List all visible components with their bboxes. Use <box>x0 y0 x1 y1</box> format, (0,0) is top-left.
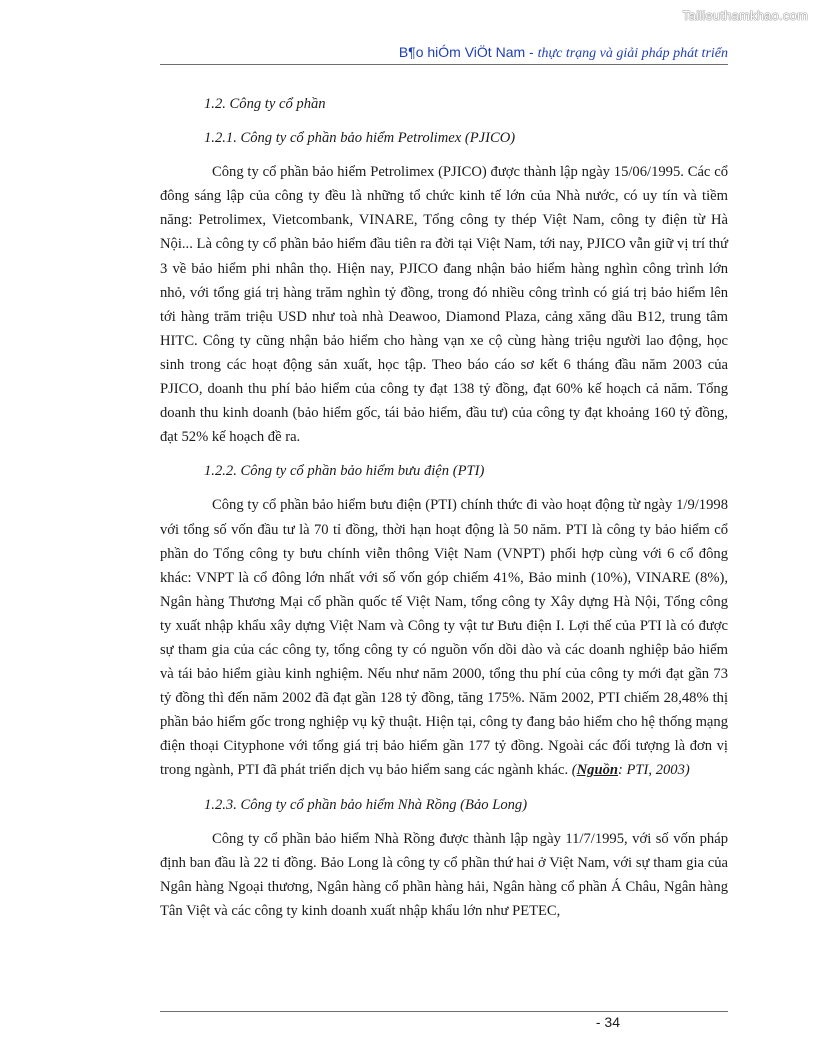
source-label: Nguồn <box>576 762 618 779</box>
page-body <box>160 92 728 933</box>
header-subtitle: thực trạng và giải pháp phát triển <box>537 46 728 61</box>
header-divider <box>160 64 728 65</box>
paragraph-pjico: Công ty cổ phần bảo hiểm Petrolimex (PJICO) được thành lập ngày 15/06/1995. Các cổ đông sáng lập của công ty đều là những tổ chức kinh tế lớn của Nhà nước, có uy tín và tiềm năng: Petrolimex, Vietcombank, VINARE, Tổng công ty thép Việt Nam, công ty điện từ Hà Nội... Là công ty cổ phần bảo hiểm đầu tiên ra đời tại Việt Nam, tới nay, PJICO vẫn giữ vị trí thứ 3 về bảo hiểm phi nhân thọ. Hiện nay, PJICO đang nhận bảo hiểm hàng nghìn công trình lớn nhỏ, với tổng giá trị hàng trăm nghìn tỷ đồng, trong đó nhiều công trình có giá trị bảo hiểm lên tới hàng trăm triệu USD như toà nhà Deawoo, Diamond Plaza, cảng xăng dầu B12, trung tâm HITC. Công ty cũng nhận bảo hiểm cho hàng vạn xe cộ cùng hàng triệu người lao động, học sinh trong các hoạt động sản xuất, học tập. Theo báo cáo sơ kết 6 tháng đầu năm 2003 của PJICO, doanh thu phí bảo hiểm của công ty đạt 138 tỷ đồng, đạt 60% kế hoạch cả năm. Tổng doanh thu kinh doanh (bảo hiểm gốc, tái bảo hiểm, đầu tư) của công ty đạt khoảng 160 tỷ đồng, đạt 52% kế hoạch đề ra. <box>160 164 728 446</box>
section-heading-1-2-1: 1.2.1. Công ty cổ phần bảo hiểm Petrolimex (PJICO) <box>204 130 516 147</box>
section-heading-1-2: 1.2. Công ty cổ phần <box>204 96 326 112</box>
footer-divider <box>160 1011 728 1012</box>
page-number: - 34 <box>595 1014 620 1030</box>
source-open-paren: ( <box>571 762 577 779</box>
paragraph-pti-text: Công ty cổ phần bảo hiểm bưu điện (PTI) chính thức đi vào hoạt động từ ngày 1/9/1998 với tổng số vốn đầu tư là 70 tỉ đồng, thời hạn hoạt động là 50 năm. PTI là công ty bảo hiểm cổ phần do Tổng công ty bưu chính viễn thông Việt Nam (VNPT) phối hợp cùng với 6 cổ đông khác: VNPT là cổ đông lớn nhất với số vốn góp chiếm 41%, Bảo minh (10%), VINARE (8%), Ngân hàng Thương Mại cổ phần quốc tế Việt Nam, tổng công ty Xây dựng Hà Nội, Tổng công ty xuất nhập khẩu xây dựng Việt Nam và Công ty vật tư Bưu điện I. Lợi thế của PTI là có được sự tham gia của các công ty, tổng công ty có nguồn vốn dồi dào và các doanh nghiệp bảo hiểm và tái bảo hiểm giàu kinh nghiệm. Nếu như năm 2000, tổng thu phí của công ty mới đạt gần 73 tỷ đồng thì đến năm 2002 đã đạt gần 128 tỷ đồng, tăng 175%. Năm 2002, PTI chiếm 28,48% thị phần bảo hiểm gốc trong nghiệp vụ kỹ thuật. Hiện tại, công ty đang bảo hiểm cho hệ thống mạng điện thoại Cityphone với tổng giá trị bảo hiểm gần 177 tỷ đồng. Ngoài các đối tượng là đơn vị trong ngành, PTI đã phát triển dịch vụ bảo hiểm sang các ngành khác. <box>160 497 728 779</box>
section-heading-1-2-2: 1.2.2. Công ty cổ phần bảo hiểm bưu điện (PTI) <box>204 463 485 480</box>
running-header <box>160 44 728 62</box>
header-title: B¶o hiÓm ViÖt Nam - <box>398 44 538 60</box>
section-heading-1-2-3: 1.2.3. Công ty cổ phần bảo hiểm Nhà Rồng (Bảo Long) <box>204 796 528 813</box>
watermark-text: Tailieuthamkhao.com <box>682 8 808 23</box>
paragraph-pti <box>160 493 728 782</box>
source-citation: : PTI, 2003) <box>618 762 690 779</box>
paragraph-bao-long: Công ty cổ phần bảo hiểm Nhà Rồng được thành lập ngày 11/7/1995, với số vốn pháp định ban đầu là 22 tỉ đồng. Bảo Long là công ty cổ phần thứ hai ở Việt Nam, với sự tham gia của Ngân hàng Ngoại thương, Ngân hàng cổ phần hàng hải, Ngân hàng cổ phần Á Châu, Ngân hàng Tân Việt và các công ty kinh doanh xuất nhập khẩu lớn như PETEC, <box>160 830 728 919</box>
